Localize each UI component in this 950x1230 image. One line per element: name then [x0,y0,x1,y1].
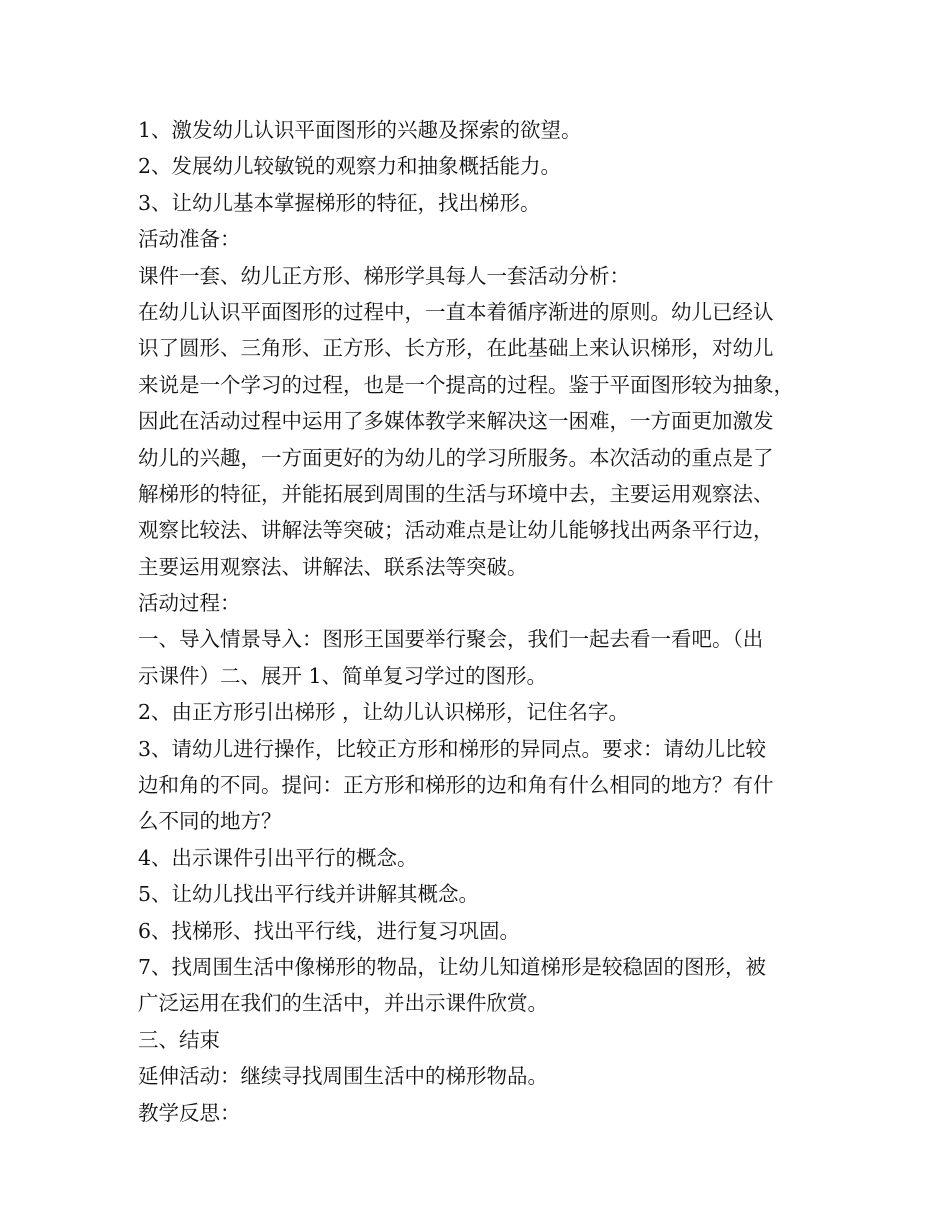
analysis-paragraph-line: 主要运用观察法、讲解法、联系法等突破。 [138,554,528,579]
process-step-line: 5、让幼儿找出平行线并讲解其概念。 [138,882,480,907]
process-step-line: 么不同的地方？ [138,809,282,834]
analysis-paragraph-line: 识了圆形、三角形、正方形、长方形，在此基础上来认识梯形，对幼儿 [138,336,774,361]
analysis-paragraph-line: 观察比较法、讲解法等突破；活动难点是让幼儿能够找出两条平行边， [138,518,774,543]
process-step-line: 一、导入情景导入：图形王国要举行聚会，我们一起去看一看吧。（出 [138,627,764,652]
preparation-heading: 活动准备： [138,227,241,252]
process-step-line: 广泛运用在我们的生活中，并出示课件欣赏。 [138,991,548,1016]
analysis-paragraph-line: 来说是一个学习的过程，也是一个提高的过程。鉴于平面图形较为抽象， [138,372,794,397]
analysis-paragraph-line: 因此在活动过程中运用了多媒体教学来解决这一困难，一方面更加激发 [138,409,774,434]
objective-line-2: 2、发展幼儿较敏锐的观察力和抽象概括能力。 [138,154,562,179]
reflection-heading: 教学反思： [138,1100,241,1125]
document-body [138,112,828,1131]
process-step-line: 4、出示课件引出平行的概念。 [138,845,418,870]
process-step-line: 7、找周围生活中像梯形的物品，让幼儿知道梯形是较稳固的图形，被 [138,954,767,979]
process-step-line: 边和角的不同。提问：正方形和梯形的边和角有什么相同的地方？有什 [138,773,774,798]
extension-activity: 延伸活动：继续寻找周围生活中的梯形物品。 [138,1064,548,1089]
process-step-line: 示课件）二、展开 1、简单复习学过的图形。 [138,663,548,688]
analysis-paragraph-line: 解梯形的特征，并能拓展到周围的生活与环境中去，主要运用观察法、 [138,481,774,506]
objective-line-3: 3、让幼儿基本掌握梯形的特征，找出梯形。 [138,190,541,215]
analysis-paragraph-line: 在幼儿认识平面图形的过程中，一直本着循序渐进的原则。幼儿已经认 [138,299,774,324]
ending-heading: 三、结束 [138,1027,220,1052]
process-step-line: 2、由正方形引出梯形 ，让幼儿认识梯形，记住名字。 [138,700,630,725]
process-heading: 活动过程： [138,591,241,616]
process-step-line: 3、请幼儿进行操作，比较正方形和梯形的异同点。要求：请幼儿比较 [138,736,767,761]
preparation-text: 课件一套、幼儿正方形、梯形学具每人一套活动分析： [138,263,630,288]
process-step-line: 6、找梯形、找出平行线，进行复习巩固。 [138,918,521,943]
objective-line-1: 1、激发幼儿认识平面图形的兴趣及探索的欲望。 [138,118,582,142]
analysis-paragraph-line: 幼儿的兴趣，一方面更好的为幼儿的学习所服务。本次活动的重点是了 [138,445,774,470]
